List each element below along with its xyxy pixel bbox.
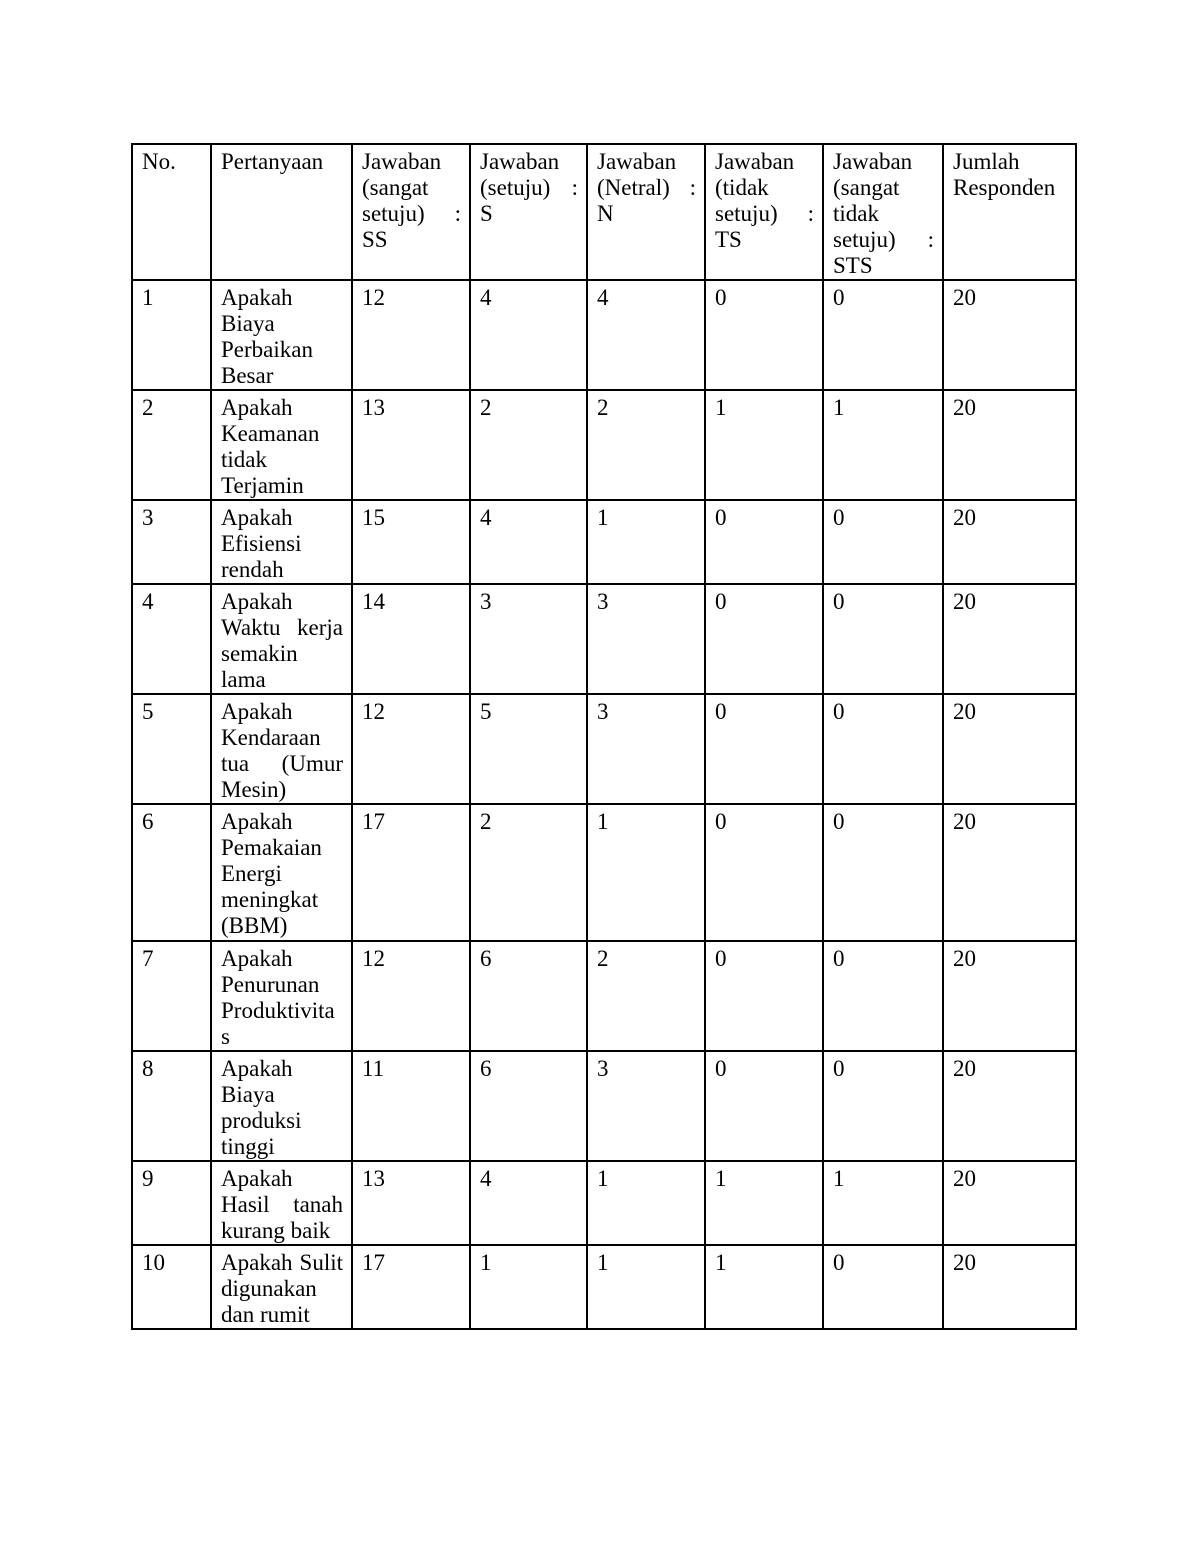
cell-pertanyaan: Apakah Pemakaian Energi meningkat (BBM): [211, 804, 352, 941]
header-row: [132, 144, 1076, 280]
cell-jumlah: 20: [943, 804, 1076, 941]
cell-n: 4: [587, 280, 705, 390]
cell-n: 1: [587, 1161, 705, 1245]
cell-s: 6: [470, 941, 587, 1051]
cell-ss: 13: [352, 390, 470, 500]
cell-s: 2: [470, 804, 587, 941]
cell-ss: 12: [352, 941, 470, 1051]
cell-jumlah: 20: [943, 500, 1076, 584]
cell-sts: 1: [823, 390, 943, 500]
cell-jumlah: 20: [943, 280, 1076, 390]
cell-ts: 0: [705, 941, 823, 1051]
cell-ts: 1: [705, 1245, 823, 1329]
cell-n: 1: [587, 500, 705, 584]
cell-sts: 0: [823, 941, 943, 1051]
cell-sts: 0: [823, 280, 943, 390]
cell-ss: 13: [352, 1161, 470, 1245]
cell-ss: 11: [352, 1051, 470, 1161]
cell-ts: 0: [705, 694, 823, 804]
cell-pertanyaan: Apakah Biaya produksi tinggi: [211, 1051, 352, 1161]
cell-pertanyaan: Apakah Biaya Perbaikan Besar: [211, 280, 352, 390]
cell-jumlah: 20: [943, 1161, 1076, 1245]
cell-pertanyaan: Apakah Kendaraan tua (Umur Mesin): [211, 694, 352, 804]
cell-no: 3: [132, 500, 211, 584]
cell-ts: 0: [705, 584, 823, 694]
cell-no: 9: [132, 1161, 211, 1245]
cell-n: 2: [587, 941, 705, 1051]
cell-sts: 0: [823, 1245, 943, 1329]
cell-no: 8: [132, 1051, 211, 1161]
cell-jumlah: 20: [943, 390, 1076, 500]
cell-sts: 0: [823, 500, 943, 584]
cell-ts: 1: [705, 390, 823, 500]
cell-ss: 17: [352, 804, 470, 941]
header-jawaban-ss: Jawaban (sangat setuju) : SS: [352, 144, 470, 280]
cell-ss: 12: [352, 694, 470, 804]
header-jawaban-n: Jawaban (Netral) : N: [587, 144, 705, 280]
cell-ts: 0: [705, 1051, 823, 1161]
cell-s: 5: [470, 694, 587, 804]
cell-ts: 0: [705, 280, 823, 390]
cell-n: 3: [587, 1051, 705, 1161]
cell-s: 2: [470, 390, 587, 500]
table-row: [132, 804, 1076, 941]
survey-response-table: [131, 143, 1077, 1330]
cell-sts: 0: [823, 584, 943, 694]
table-row: [132, 390, 1076, 500]
cell-sts: 0: [823, 1051, 943, 1161]
header-jawaban-sts: Jawaban (sangat tidak setuju) : STS: [823, 144, 943, 280]
header-jawaban-ts: Jawaban (tidak setuju) : TS: [705, 144, 823, 280]
cell-n: 3: [587, 694, 705, 804]
cell-sts: 0: [823, 694, 943, 804]
header-jumlah-responden: Jumlah Responden: [943, 144, 1076, 280]
cell-pertanyaan: Apakah Waktu kerja semakin lama: [211, 584, 352, 694]
cell-no: 4: [132, 584, 211, 694]
cell-no: 6: [132, 804, 211, 941]
cell-jumlah: 20: [943, 584, 1076, 694]
header-pertanyaan: Pertanyaan: [211, 144, 352, 280]
cell-pertanyaan: Apakah Keamanan tidak Terjamin: [211, 390, 352, 500]
cell-no: 10: [132, 1245, 211, 1329]
cell-s: 4: [470, 1161, 587, 1245]
cell-sts: 1: [823, 1161, 943, 1245]
cell-no: 2: [132, 390, 211, 500]
cell-ts: 1: [705, 1161, 823, 1245]
header-no: No.: [132, 144, 211, 280]
cell-n: 3: [587, 584, 705, 694]
cell-s: 3: [470, 584, 587, 694]
cell-ts: 0: [705, 500, 823, 584]
cell-pertanyaan: Apakah Sulit digunakan dan rumit: [211, 1245, 352, 1329]
table-row: [132, 500, 1076, 584]
header-jawaban-s: Jawaban (setuju) : S: [470, 144, 587, 280]
cell-ss: 12: [352, 280, 470, 390]
cell-pertanyaan: Apakah Penurunan Produktivitas: [211, 941, 352, 1051]
table-row: [132, 584, 1076, 694]
cell-n: 2: [587, 390, 705, 500]
cell-ts: 0: [705, 804, 823, 941]
table-row: [132, 280, 1076, 390]
cell-no: 1: [132, 280, 211, 390]
table-row: [132, 941, 1076, 1051]
cell-s: 6: [470, 1051, 587, 1161]
cell-s: 1: [470, 1245, 587, 1329]
cell-pertanyaan: Apakah Hasil tanah kurang baik: [211, 1161, 352, 1245]
cell-ss: 17: [352, 1245, 470, 1329]
cell-n: 1: [587, 804, 705, 941]
cell-ss: 14: [352, 584, 470, 694]
table-row: [132, 1051, 1076, 1161]
cell-jumlah: 20: [943, 1245, 1076, 1329]
cell-no: 7: [132, 941, 211, 1051]
cell-jumlah: 20: [943, 694, 1076, 804]
cell-pertanyaan: Apakah Efisiensi rendah: [211, 500, 352, 584]
table-row: [132, 694, 1076, 804]
cell-jumlah: 20: [943, 1051, 1076, 1161]
cell-n: 1: [587, 1245, 705, 1329]
cell-s: 4: [470, 500, 587, 584]
cell-no: 5: [132, 694, 211, 804]
table-row: [132, 1161, 1076, 1245]
cell-ss: 15: [352, 500, 470, 584]
cell-jumlah: 20: [943, 941, 1076, 1051]
cell-s: 4: [470, 280, 587, 390]
table-row: [132, 1245, 1076, 1329]
cell-sts: 0: [823, 804, 943, 941]
